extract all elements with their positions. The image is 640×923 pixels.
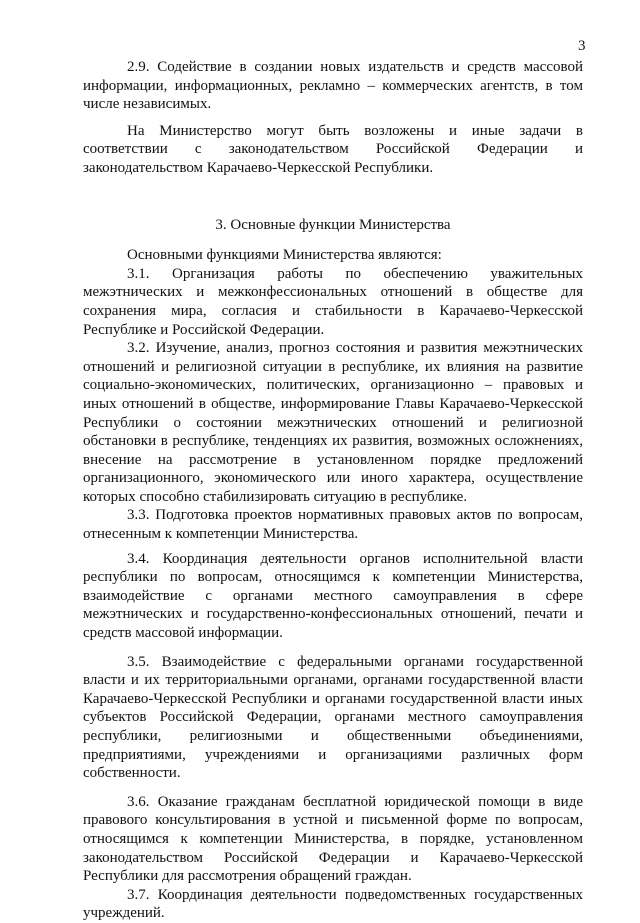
paragraph-3-4: 3.4. Координация деятельности органов исполнительной власти республики по вопросам, относящимся к компетенции Министерства, взаимодействие с органами местного самоуправления в сфере межэтнических и государственно-конфессиональных отношений, печати и средств массовой информации. (83, 550, 583, 642)
paragraph-3-3: 3.3. Подготовка проектов нормативных правовых актов по вопросам, отнесенным к компетенции Министерства. (83, 507, 583, 543)
paragraph-other-tasks: На Министерство могут быть возложены и иные задачи в соответствии с законодательством Российской Федерации и законодательством Карачаево-Черкесской Республики. (83, 122, 583, 176)
paragraph-3-6: 3.6. Оказание гражданам бесплатной юридической помощи в виде правового консультирования в устной и письменной форме по вопросам, относящимся к компетенции Министерства, в порядке, установленном законодательством Российской Федерации и Карачаево-Черкесской Республики для рассмотрения обращений граждан. (83, 793, 583, 885)
paragraph-3-7: 3.7. Координация деятельности подведомственных государственных учреждений. (83, 886, 583, 922)
paragraph-3-5: 3.5. Взаимодействие с федеральными органами государственной власти и их территориальными органами, органами государственной власти Карачаево-Черкесской Республики и органами государственной власти иных субъектов Российской Федерации, органами местного самоуправления республики, религиозными и общественными объединениями, предприятиями, учреждениями и организациями различных форм собственности. (83, 653, 583, 782)
page-number: 3 (578, 38, 586, 54)
section-heading: 3. Основные функции Министерства (215, 216, 451, 233)
functions-intro: Основными функциями Министерства являются: (127, 247, 442, 264)
document-body (83, 58, 583, 923)
paragraph-3-1: 3.1. Организация работы по обеспечению уважительных межэтнических и межконфессиональных отношений в обществе для сохранения мира, согласия и стабильности в Карачаево-Черкесской Республике и Российской Федерации. (83, 265, 583, 338)
paragraph-2-9: 2.9. Содействие в создании новых издательств и средств массовой информации, информационных, рекламно – коммерческих агентств, в том числе независимых. (83, 59, 583, 113)
paragraph-3-2: 3.2. Изучение, анализ, прогноз состояния и развития межэтнических отношений и религиозной ситуации в республике, их влияния на развитие социально-экономических, политических, организационно – правовых и иных отношений в обществе, информирование Главы Карачаево-Черкесской Республики о состоянии межэтнических отношений и религиозной обстановки в республике, тенденциях их развития, возможных осложнениях, внесение на рассмотрение в установленном порядке предложений организационного, экономического или иного характера, осуществление которых способно стабилизировать ситуацию в республике. (83, 340, 583, 505)
